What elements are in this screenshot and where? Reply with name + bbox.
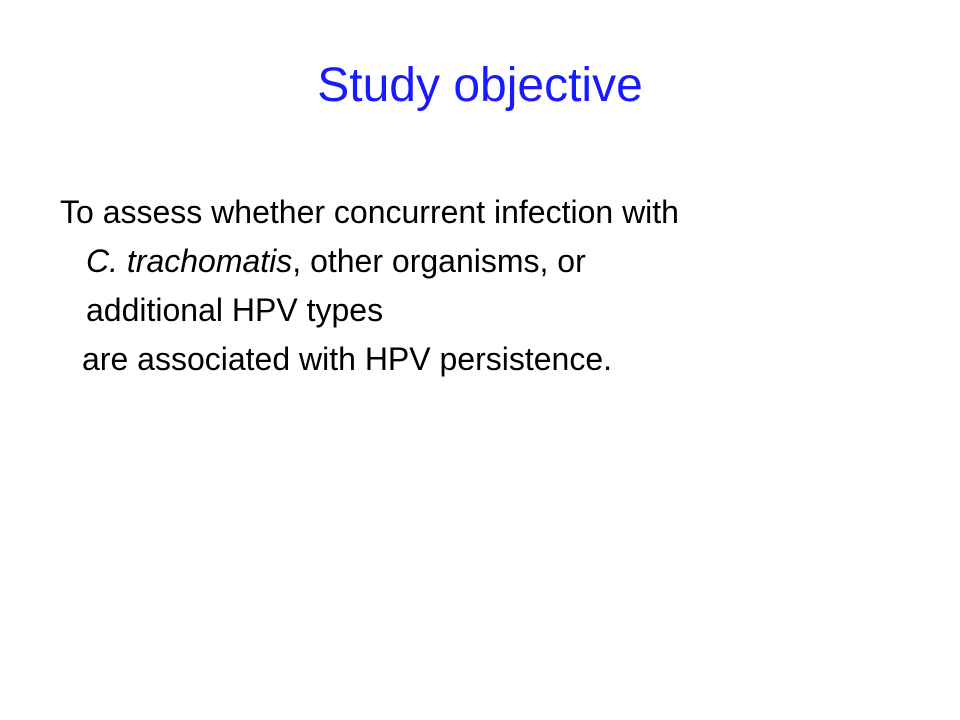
objective-line-2-rest: , other organisms, or — [292, 243, 586, 279]
objective-line-2 — [60, 237, 920, 286]
objective-line-1: To assess whether concurrent infection with — [60, 194, 679, 230]
objective-text — [60, 188, 920, 384]
organism-name: C. trachomatis — [86, 243, 293, 279]
slide-title: Study objective — [317, 59, 643, 112]
objective-line-4: are associated with HPV persistence. — [82, 341, 613, 377]
objective-line-3: additional HPV types — [86, 292, 384, 328]
